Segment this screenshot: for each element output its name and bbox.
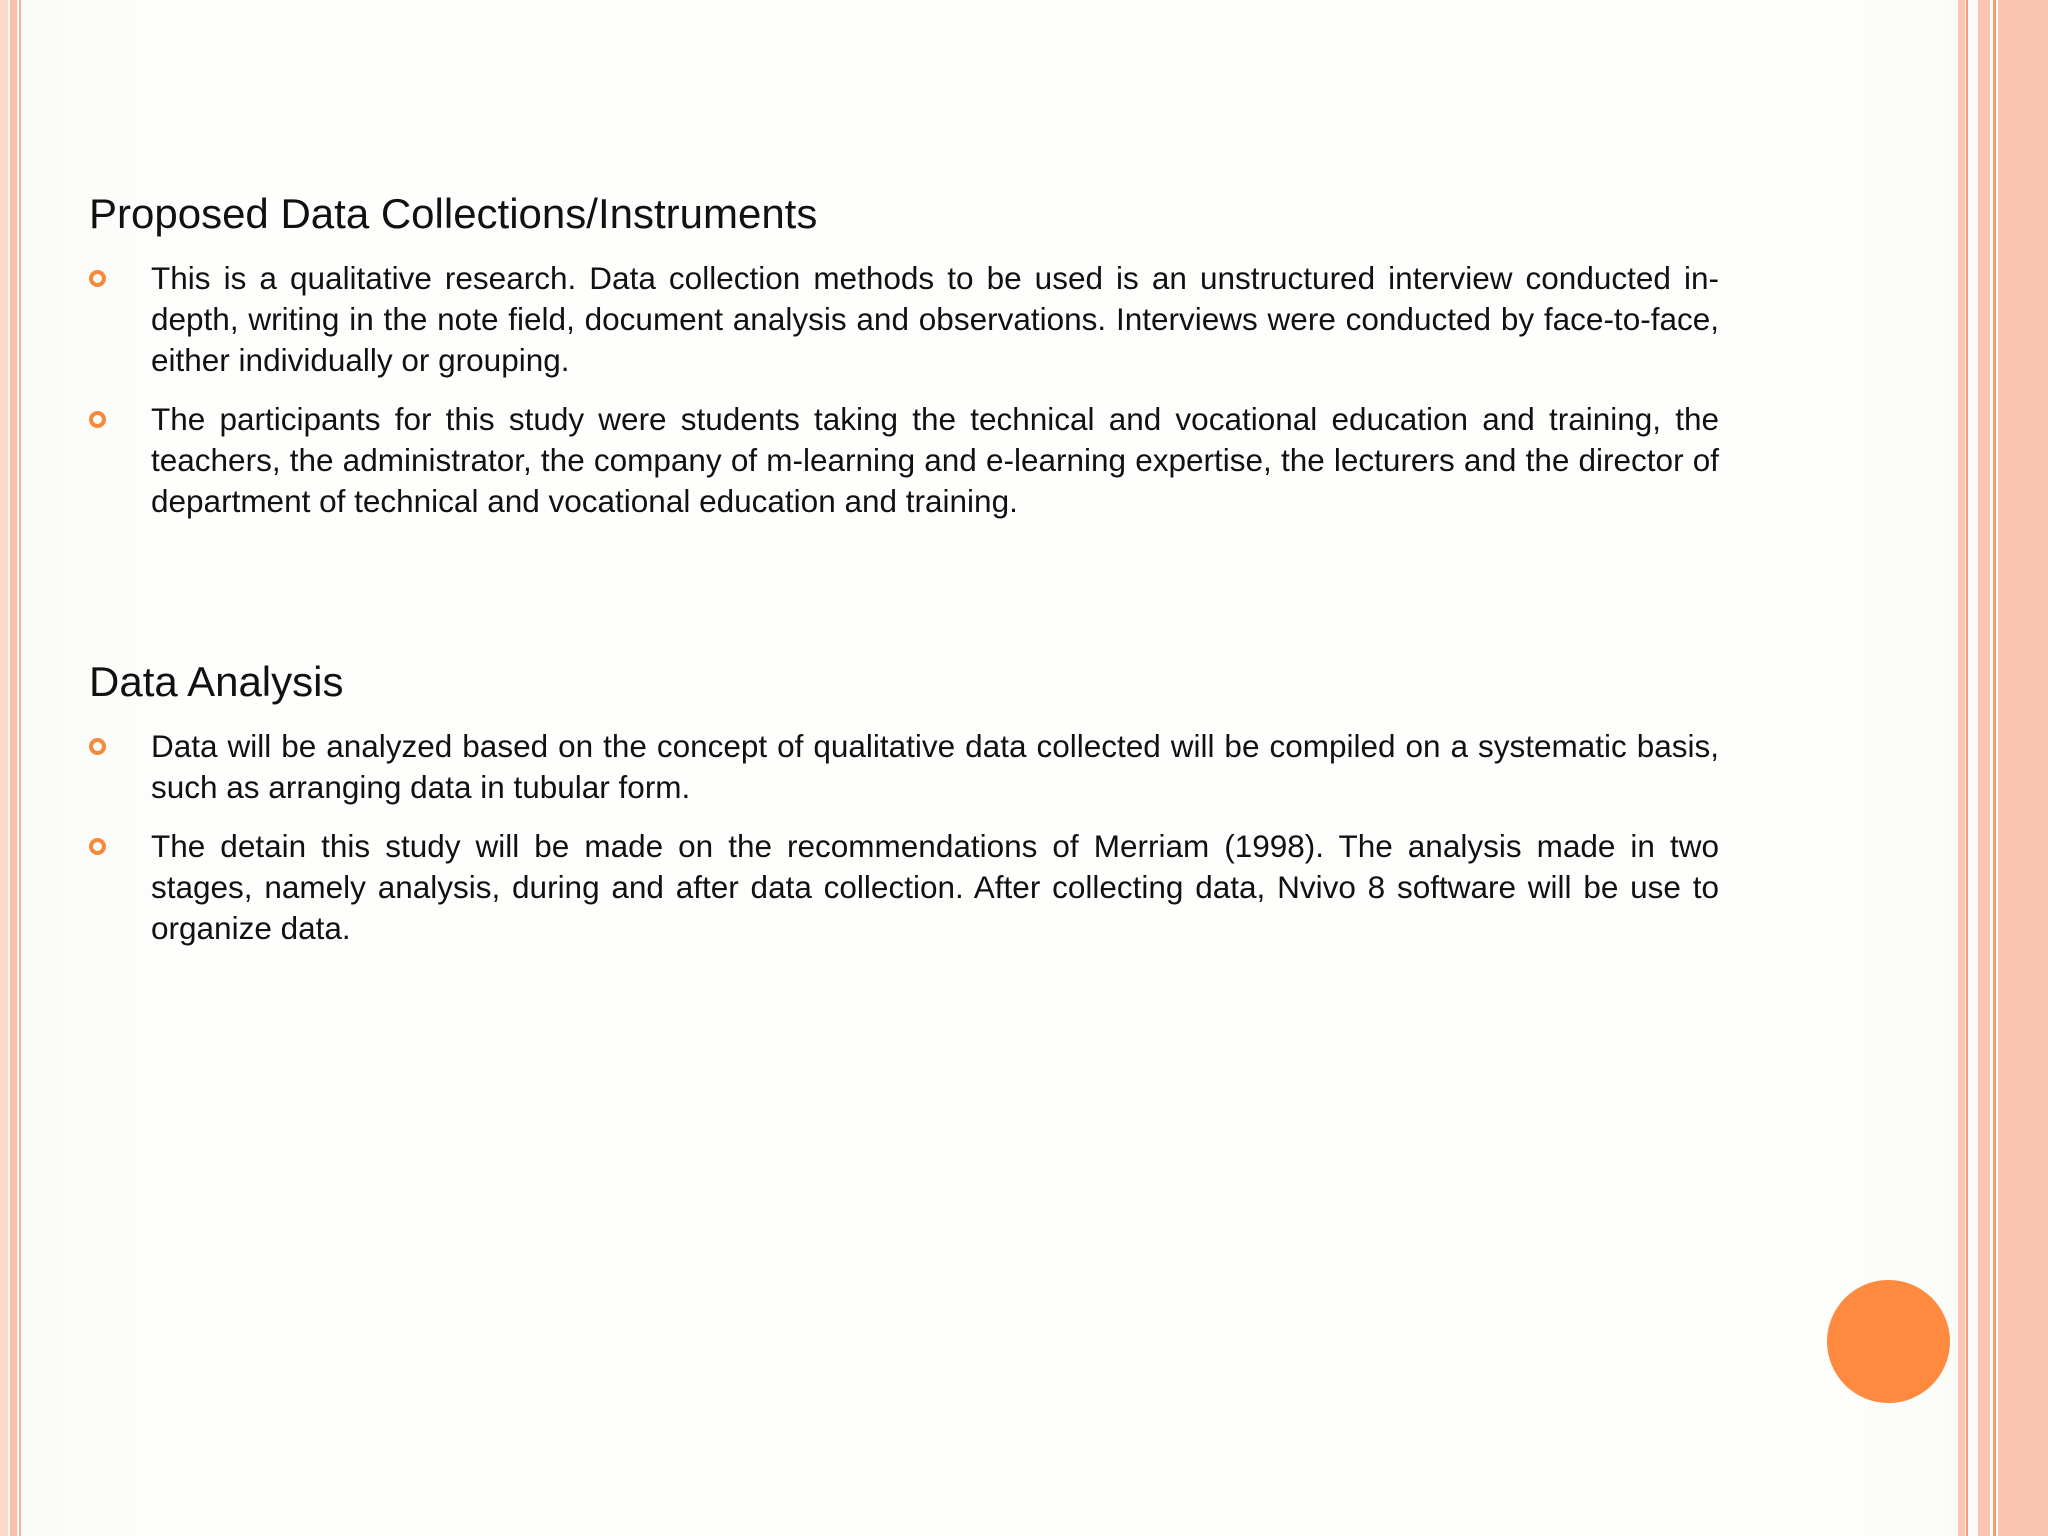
- bullet-text: The detain this study will be made on the recommendations of Merriam (1998). The analysis made in two stages, namely analysis, during and after data collection. After collecting data, Nvivo 8 software will be use to organize data.: [151, 828, 1719, 946]
- left-border-rule-line: [19, 0, 21, 1536]
- right-border-rule-3: [1978, 0, 1990, 1536]
- right-border-rule-4: [1993, 0, 1996, 1536]
- right-border-rule-5: [1998, 0, 2048, 1536]
- bullet-ring-icon: [89, 738, 106, 755]
- left-border-rule-inner: [10, 0, 17, 1536]
- left-border-rule-outer: [0, 0, 8, 1536]
- bullet-list-data-collection: [89, 258, 1719, 540]
- bullet-text: This is a qualitative research. Data collection methods to be used is an unstructured interview conducted in-depth, writing in the note field, document analysis and observations. Interviews were conducted by face-to-face, either individually or grouping.: [151, 260, 1719, 378]
- bullet-ring-icon: [89, 270, 106, 287]
- bullet-ring-icon: [89, 838, 106, 855]
- bullet-text: The participants for this study were students taking the technical and vocational education and training, the teachers, the administrator, the company of m-learning and e-learning expertise, the lecturers and the director of department of technical and vocational education and training.: [151, 401, 1719, 519]
- right-border-rule-1: [1958, 0, 1965, 1536]
- section-heading-data-analysis: Data Analysis: [89, 658, 344, 705]
- bullet-ring-icon: [89, 411, 106, 428]
- bullet-list-data-analysis: [89, 726, 1719, 967]
- bullet-text: Data will be analyzed based on the concept of qualitative data collected will be compiled on a systematic basis, such as arranging data in tubular form.: [151, 728, 1719, 805]
- list-item: [89, 258, 1719, 381]
- right-border-rule-2: [1966, 0, 1968, 1536]
- list-item: [89, 399, 1719, 522]
- section-heading-data-collection: Proposed Data Collections/Instruments: [89, 190, 818, 237]
- list-item: [89, 726, 1719, 808]
- list-item: [89, 826, 1719, 949]
- decorative-orange-circle: [1827, 1280, 1950, 1403]
